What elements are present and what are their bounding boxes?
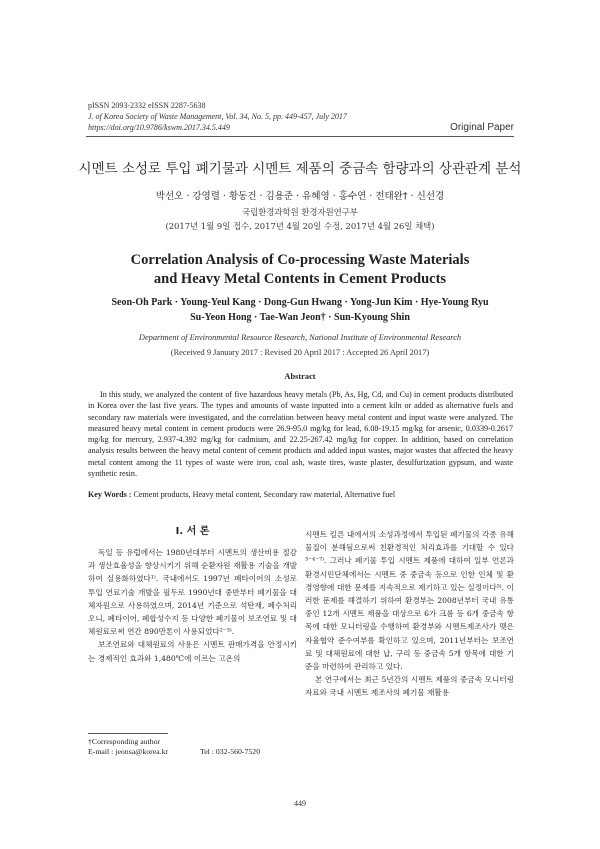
english-title xyxy=(0,251,600,289)
doi-link[interactable]: https://doi.org/10.9786/kswm.2017.34.5.449 xyxy=(88,123,230,132)
intro-paragraph-4: 본 연구에서는 최근 5년간의 시멘트 제품의 중금속 모니터링 자료와 국내 시멘트 제조사의 폐기물 재활용 xyxy=(305,675,514,698)
english-title-line2: and Heavy Metal Contents in Cement Products xyxy=(153,271,447,287)
english-dates: (Received 9 January 2017 : Revised 20 April 2017 : Accepted 26 April 2017) xyxy=(170,348,430,357)
korean-authors: 박선오 · 강영렬 · 황동건 · 김용준 · 유혜영 · 홍수연 · 전태완† · 신선경 xyxy=(155,191,445,202)
journal-meta xyxy=(88,100,347,133)
english-authors xyxy=(0,295,600,325)
intro-paragraph-1: 독일 등 유럽에서는 1980년대부터 시멘트의 생산비용 절감과 생산효율성을 향상시키기 위해 순환자원 재활용 기술을 개발하여 실용화하였다¹⁾. 국내에서도 1997년 폐타이어의 소성로 투입 연료기술 개발을 필두로 1990년대 중반부터 폐기물을 대체자원으로 사용하였으며, 2014년 기준으로 석탄재, 폐수처리오니, 폐타이어, 폐합성수지 등 다양한 폐기물이 보조연료 및 대체원료로써 연간 890만톤이 사용되었다²⁻³⁾. xyxy=(88,548,297,637)
paper-type: Original Paper xyxy=(450,122,514,133)
section-heading-introduction: I. 서 론 xyxy=(175,526,210,537)
keywords-label: Key Words : xyxy=(88,490,132,499)
abstract-text: In this study, we analyzed the content of five hazardous heavy metals (Pb, As, Hg, Cd, and Cu) in cement products distributed in Korea over the last five years. The types and amounts of waste inputted into a cement kiln or added as alternative fuels and secondary raw materials were investigated, and the correlation between heavy metal content and input waste were analyzed. The measured heavy metal content in cement products were 26.9-95.0 mg/kg for lead, 6.08-19.15 mg/kg for arsenic, 0.0339-0.2617 mg/kg for mercury, 2.937-4.392 mg/kg for cadmium, and 22.25-267.42 mg/kg for copper. In addition, based on correlation analysis results between the heavy metal content of cement products and added input wastes, major wastes that affected the heavy metal content among the 11 types of waste were iron, coal ash, waste tires, waste plaster, desulfurization gypsum, and waste synthetic resin. xyxy=(88,390,513,479)
header-divider xyxy=(86,136,514,137)
intro-paragraph-3: 시멘트 킬른 내에서의 소성과정에서 투입된 폐기물의 각종 유해물질이 분해됨으로써 친환경적인 처리효과를 기대할 수 있다³⁻⁴⁻⁷⁾. 그러나 폐기물 투입 시멘트 제품에 대하여 일부 언론과 환경시민단체에서는 시멘트 중 중금속 등으로 인한 인체 및 환경영향에 대한 문제를 지속적으로 제기하고 있는 실정이다⁵⁾. 이러한 문제를 해결하기 위하여 환경부는 2008년부터 국내 유통 중인 12개 시멘트 제품을 대상으로 6가 크롬 등 6개 중금속 항목에 대한 모니터링을 수행하여 환경부와 시멘트제조사가 맺은 자율협약 준수여부를 확인하고 있으며, 2011년부터는 보조연료 및 대체원료에 대한 납, 구리 등 중금속 5개 항목에 대한 기준을 마련하여 관리하고 있다. xyxy=(305,530,514,672)
issn: pISSN 2093-2332 eISSN 2287-5638 xyxy=(88,101,206,110)
english-affiliation: Department of Environmental Resource Research, National Institute of Environmental Research xyxy=(138,333,462,342)
author-tel: Tel : 032-560-7520 xyxy=(200,747,261,756)
journal-citation: J. of Korea Society of Waste Management, Vol. 34, No. 5, pp. 449-457, July 2017 xyxy=(88,112,347,121)
english-title-line1: Correlation Analysis of Co-processing Waste Materials xyxy=(130,252,470,268)
english-authors-line2: Su-Yeon Hong · Tae-Wan Jeon† · Sun-Kyoung Shin xyxy=(190,312,410,323)
korean-affiliation: 국립환경과학원 환경자원연구부 xyxy=(242,207,358,217)
keywords-list: Cement products, Heavy metal content, Secondary raw material, Alternative fuel xyxy=(131,490,396,499)
footnote-divider xyxy=(88,733,168,734)
korean-dates: (2017년 1월 9일 접수, 2017년 4월 20일 수정, 2017년 4월 26일 채택) xyxy=(165,221,435,231)
left-column xyxy=(88,546,297,665)
english-authors-line1: Seon-Oh Park · Young-Yeul Kang · Dong-Gun Hwang · Yong-Jun Kim · Hye-Young Ryu xyxy=(111,297,489,308)
korean-title: 시멘트 소성로 투입 폐기물과 시멘트 제품의 중금속 함량과의 상관관계 분석 xyxy=(78,161,522,177)
intro-paragraph-2: 보조연료와 대체원료의 사용은 시멘트 판매가격을 안정시키는 경제적인 효과와 1,480℃에 이르는 고온의 xyxy=(88,640,297,663)
corresponding-author: †Corresponding author xyxy=(88,737,161,746)
right-column xyxy=(305,528,514,700)
page-number: 449 xyxy=(294,799,306,808)
abstract-heading: Abstract xyxy=(284,372,316,381)
author-email: E-mail : jeonsa@korea.kr xyxy=(88,747,169,756)
footnote xyxy=(88,737,298,757)
keywords xyxy=(88,490,513,499)
